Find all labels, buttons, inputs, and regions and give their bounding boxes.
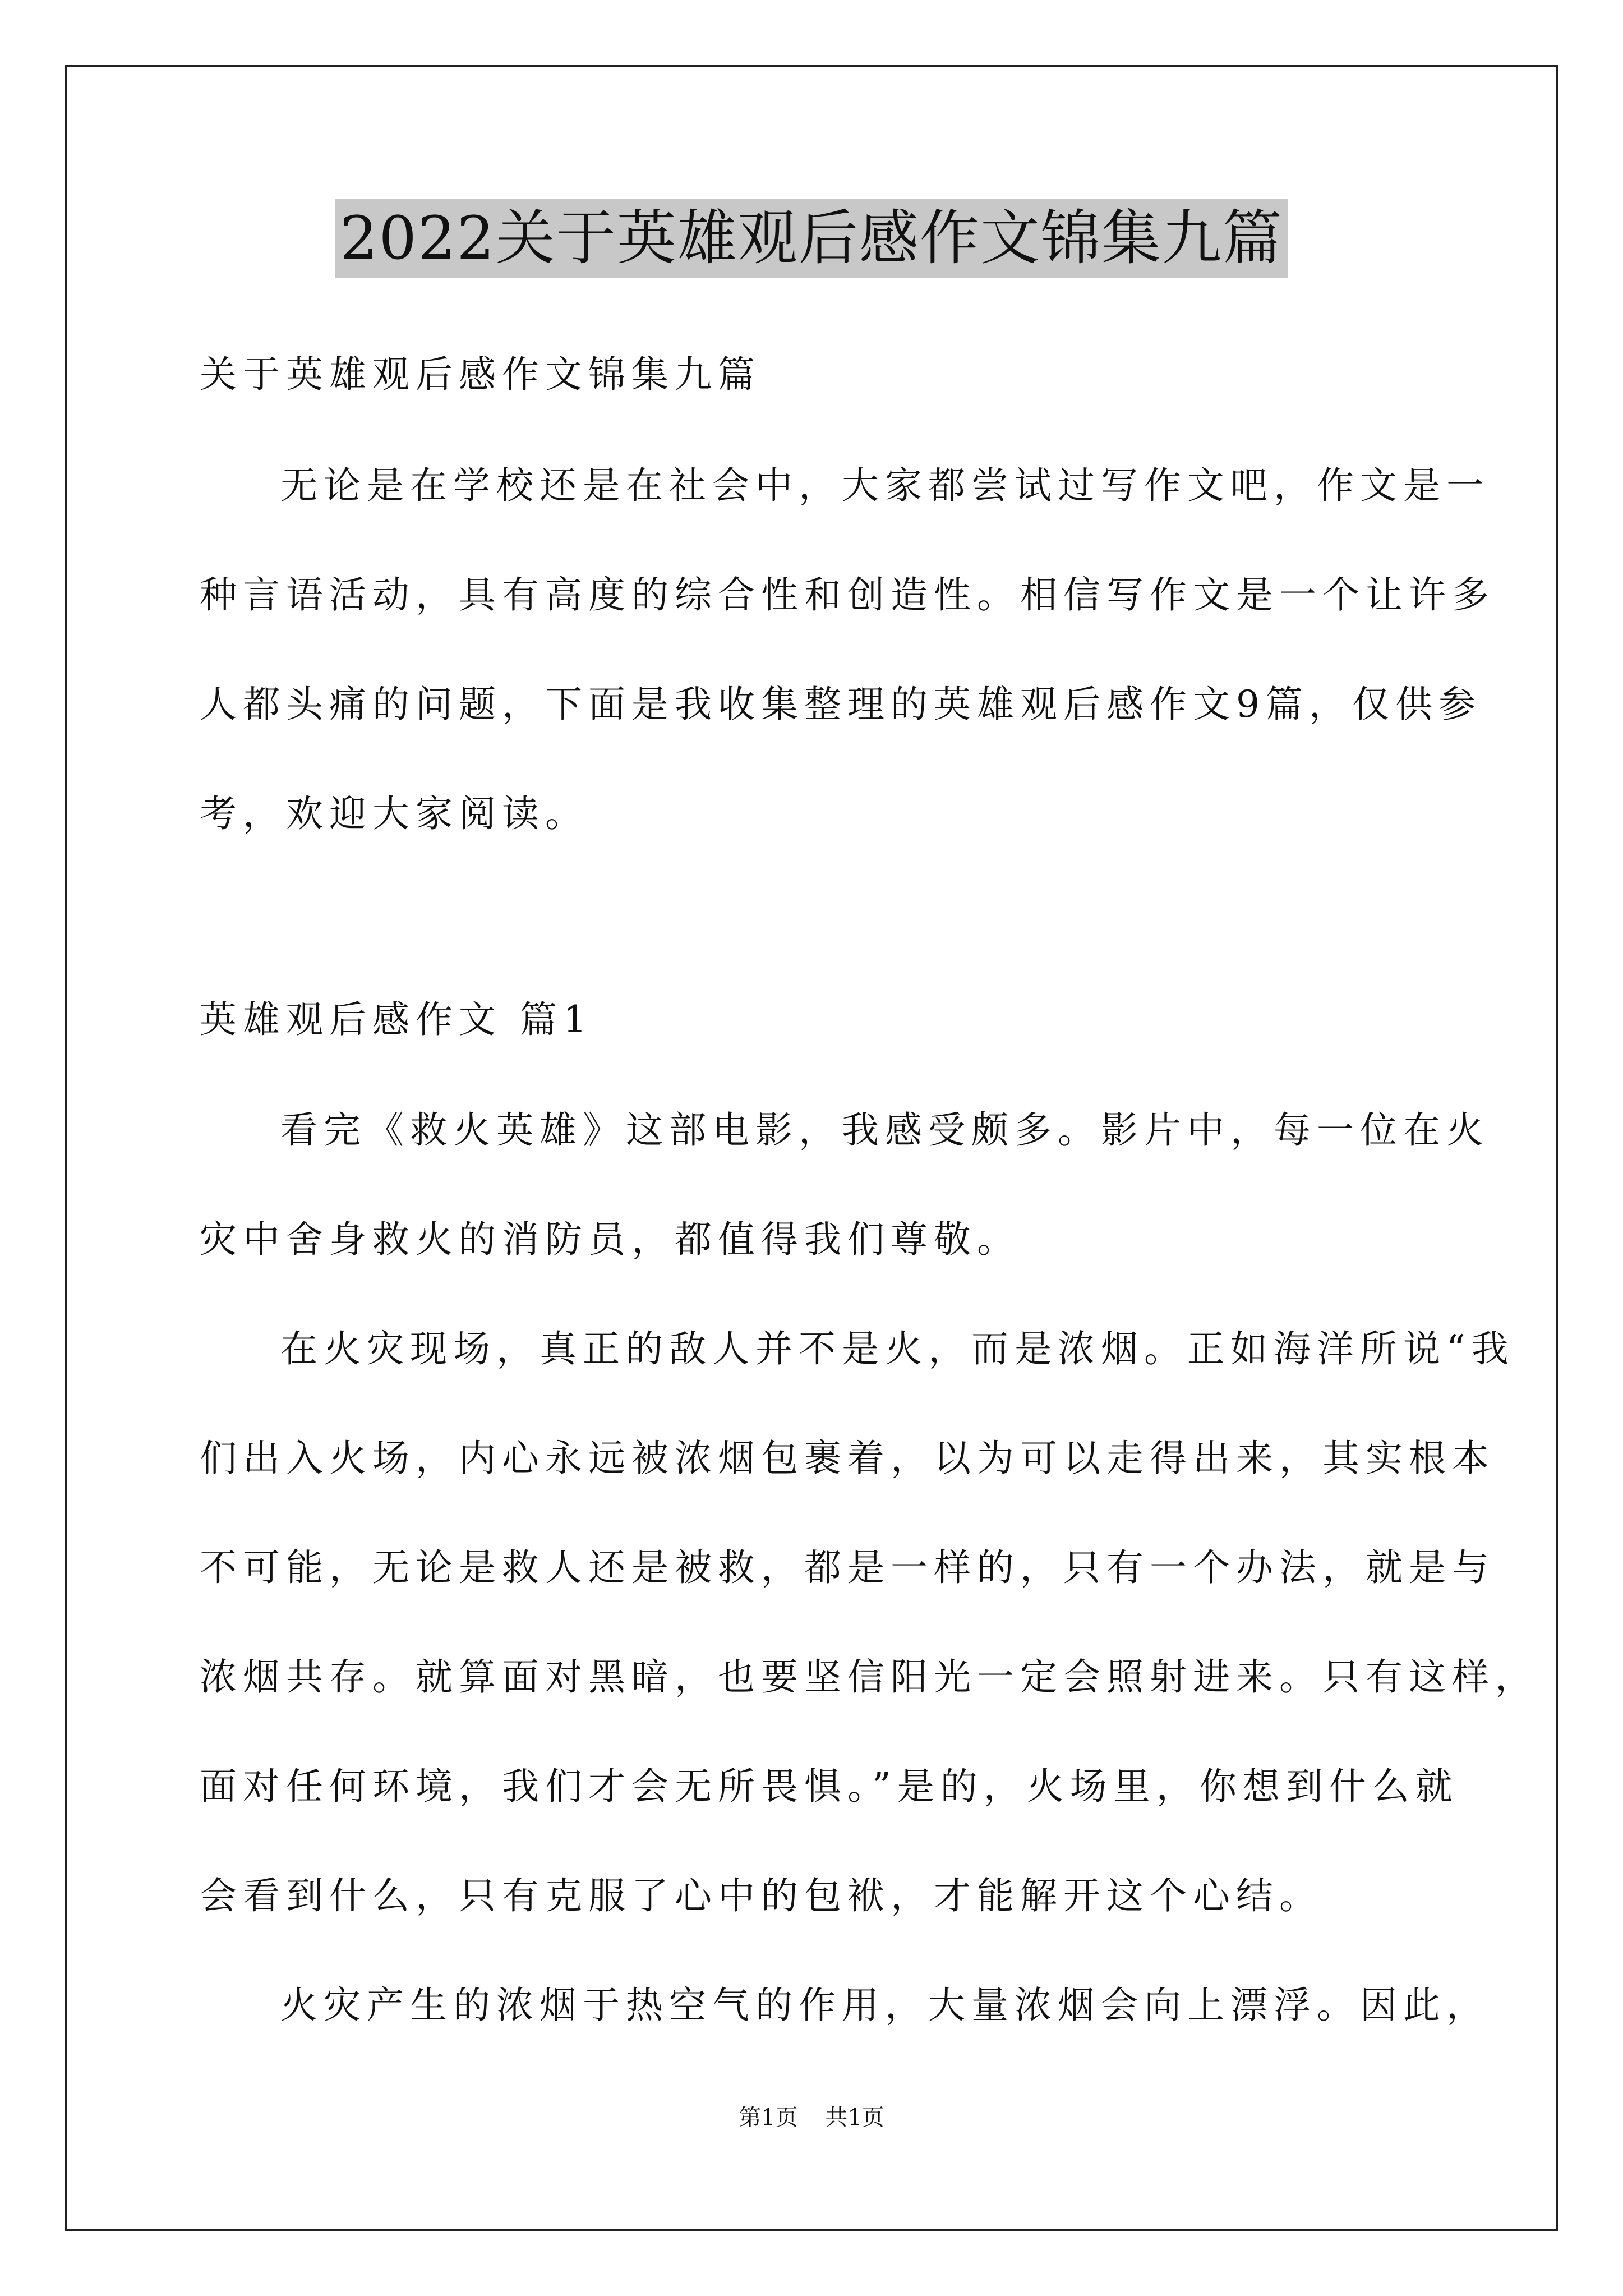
body-line: 看完《救火英雄》这部电影，我感受颇多。影片中，每一位在火 <box>280 1108 1490 1152</box>
document-title: 2022关于英雄观后感作文锦集九篇 <box>335 199 1288 278</box>
page-number: 第1页 <box>739 2105 798 2131</box>
intro-line: 无论是在学校还是在社会中，大家都尝试过写作文吧，作文是一 <box>280 464 1490 507</box>
body-line: 会看到什么，只有克服了心中的包袱，才能解开这个心结。 <box>200 1874 1322 1917</box>
body-line: 们出入火场，内心永远被浓烟包裹着，以为可以走得出来，其实根本 <box>200 1437 1495 1480</box>
intro-line: 考，欢迎大家阅读。 <box>200 792 588 835</box>
body-line: 浓烟共存。就算面对黑暗，也要坚信阳光一定会照射进来。只有这样， <box>200 1655 1538 1699</box>
document-subtitle: 关于英雄观后感作文锦集九篇 <box>200 353 761 396</box>
section-heading: 英雄观后感作文 篇1 <box>200 998 593 1041</box>
title-container <box>0 199 1623 278</box>
page-total: 共1页 <box>825 2105 884 2131</box>
body-line: 灾中舍身救火的消防员，都值得我们尊敬。 <box>200 1218 1020 1261</box>
page-footer <box>0 2104 1623 2132</box>
body-line: 面对任何环境，我们才会无所畏惧。”是的，火场里，你想到什么就 <box>200 1765 1459 1808</box>
body-line: 不可能，无论是救人还是被救，都是一样的，只有一个办法，就是与 <box>200 1546 1495 1589</box>
body-line: 火灾产生的浓烟于热空气的作用，大量浓烟会向上漂浮。因此， <box>280 1984 1490 2027</box>
intro-line: 人都头痛的问题，下面是我收集整理的英雄观后感作文9篇，仅供参 <box>200 683 1482 726</box>
body-line: 在火灾现场，真正的敌人并不是火，而是浓烟。正如海洋所说“我 <box>280 1327 1515 1370</box>
intro-line: 种言语活动，具有高度的综合性和创造性。相信写作文是一个让许多 <box>200 573 1495 616</box>
